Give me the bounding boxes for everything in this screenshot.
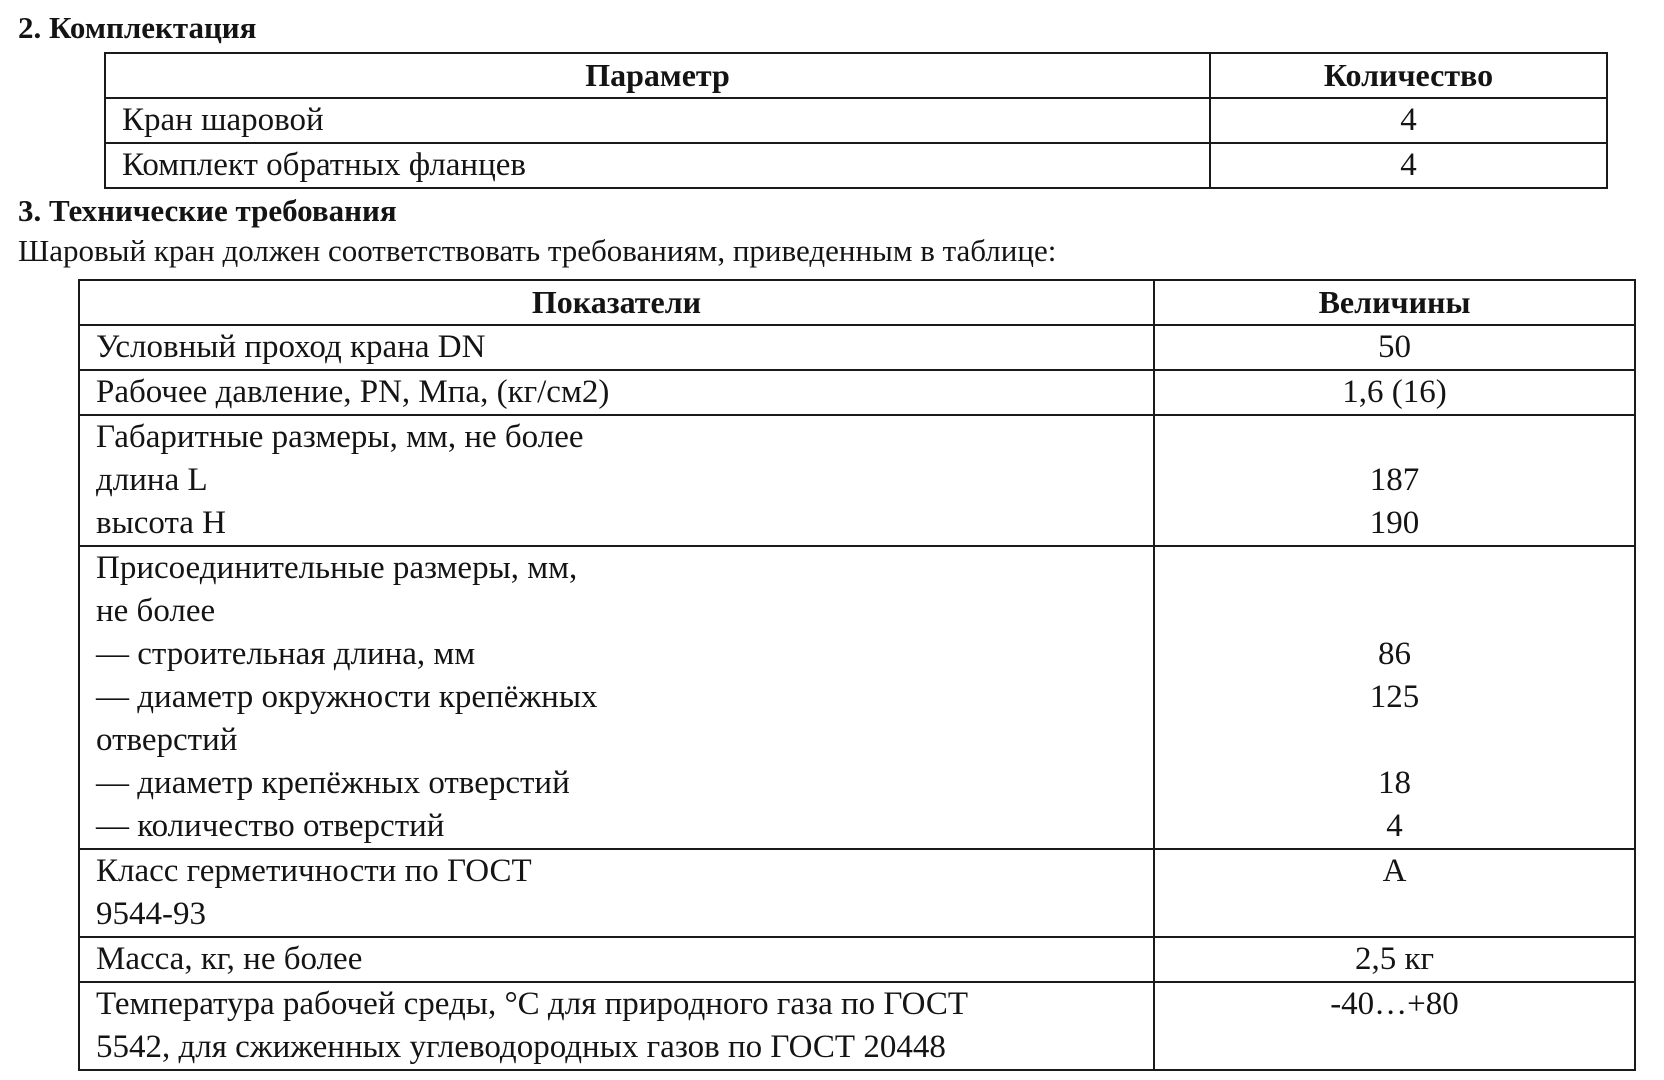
indicator-cell xyxy=(79,982,1154,1070)
value-cell xyxy=(1154,415,1635,546)
value-line: 125 xyxy=(1369,679,1420,715)
value-line: 1,6 (16) xyxy=(1342,374,1447,410)
indicator-cell xyxy=(79,325,1154,370)
indicator-line: — строительная длина, мм xyxy=(96,636,476,672)
value-cell xyxy=(1154,937,1635,982)
technical-requirements-table xyxy=(78,279,1636,1071)
indicator-line: не более xyxy=(96,593,216,629)
table-row xyxy=(79,325,1635,370)
table-row xyxy=(79,982,1635,1070)
indicator-line: 9544-93 xyxy=(96,896,206,932)
indicator-line: Класс герметичности по ГОСТ xyxy=(96,853,532,889)
value-line xyxy=(1155,893,1634,936)
value-cell xyxy=(1154,325,1635,370)
value-cell xyxy=(1154,982,1635,1070)
equipment-name: Комплект обратных фланцев xyxy=(105,143,1210,188)
column-header-indicators: Показатели xyxy=(79,280,1154,325)
value-line: 50 xyxy=(1378,329,1411,365)
indicator-line: Температура рабочей среды, °С для природного газа по ГОСТ xyxy=(96,986,969,1022)
column-header-quantity: Количество xyxy=(1210,53,1607,98)
value-line: 86 xyxy=(1378,636,1411,672)
value-line: 2,5 кг xyxy=(1354,941,1435,977)
table-row xyxy=(105,143,1607,188)
equipment-quantity: 4 xyxy=(1210,143,1607,188)
section-3-heading: 3. Технические требования xyxy=(18,193,397,228)
value-line: 4 xyxy=(1386,808,1403,844)
value-line xyxy=(1155,590,1634,633)
indicator-cell xyxy=(79,937,1154,982)
indicator-line: отверстий xyxy=(96,722,238,758)
table-row xyxy=(105,98,1607,143)
value-line: А xyxy=(1382,853,1407,889)
equipment-quantity: 4 xyxy=(1210,98,1607,143)
table-row xyxy=(79,415,1635,546)
indicator-cell xyxy=(79,415,1154,546)
equipment-name: Кран шаровой xyxy=(105,98,1210,143)
value-line: -40…+80 xyxy=(1330,986,1459,1022)
indicator-line: — количество отверстий xyxy=(96,808,445,844)
truncated-next-section xyxy=(18,1073,138,1080)
indicator-line: — диаметр окружности крепёжных xyxy=(96,679,598,715)
table-row xyxy=(79,546,1635,849)
table-row xyxy=(79,937,1635,982)
indicator-line: длина L xyxy=(96,462,208,498)
value-line: 190 xyxy=(1369,505,1420,541)
value-line xyxy=(1155,547,1634,590)
section-2-heading: 2. Комплектация xyxy=(18,10,257,45)
value-line xyxy=(1155,719,1634,762)
indicator-line: Рабочее давление, PN, Мпа, (кг/см2) xyxy=(96,374,610,410)
table-header-row xyxy=(105,53,1607,98)
column-header-values: Величины xyxy=(1154,280,1635,325)
indicator-line: высота H xyxy=(96,505,227,541)
value-cell xyxy=(1154,849,1635,937)
indicator-line: — диаметр крепёжных отверстий xyxy=(96,765,570,801)
equipment-table xyxy=(104,52,1608,189)
indicator-line: Масса, кг, не более xyxy=(96,941,363,977)
value-cell xyxy=(1154,546,1635,849)
value-line xyxy=(1155,1026,1634,1069)
value-line: 18 xyxy=(1378,765,1411,801)
indicator-cell xyxy=(79,370,1154,415)
indicator-cell xyxy=(79,849,1154,937)
table-row xyxy=(79,370,1635,415)
table-row xyxy=(79,849,1635,937)
table-header-row xyxy=(79,280,1635,325)
indicator-cell xyxy=(79,546,1154,849)
indicator-line: Габаритные размеры, мм, не более xyxy=(96,419,584,455)
value-line: 187 xyxy=(1369,462,1420,498)
value-line xyxy=(1155,416,1634,459)
value-cell xyxy=(1154,370,1635,415)
indicator-line: Присоединительные размеры, мм, xyxy=(96,550,578,586)
indicator-line: 5542, для сжиженных углеводородных газов по ГОСТ 20448 xyxy=(96,1029,946,1065)
column-header-parameter: Параметр xyxy=(105,53,1210,98)
section-3-intro: Шаровый кран должен соответствовать требованиям, приведенным в таблице: xyxy=(18,233,1057,268)
indicator-line: Условный проход крана DN xyxy=(96,329,486,365)
